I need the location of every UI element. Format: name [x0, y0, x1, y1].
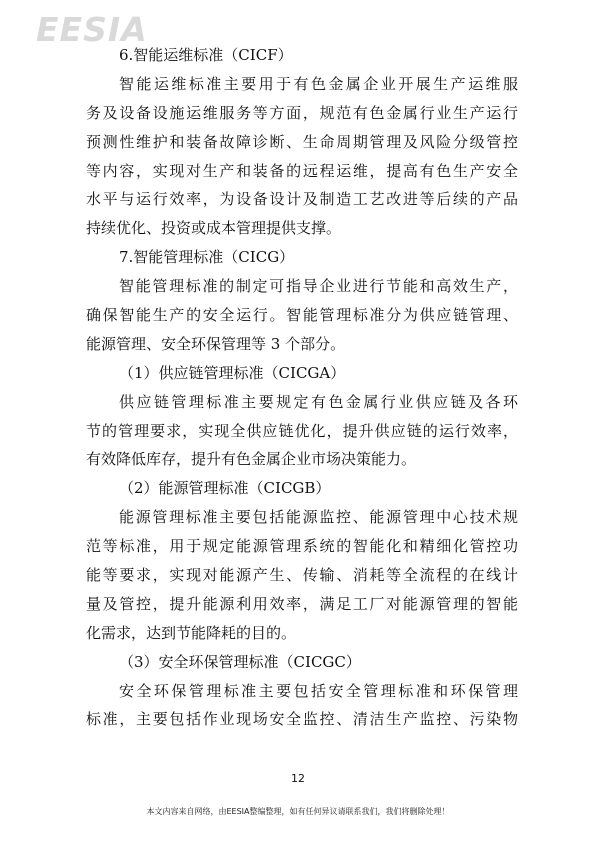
footer-disclaimer: 本文内容来自网络，由EESIA整编整理，如有任何异议请联系我们，我们将删除处理！	[146, 807, 450, 816]
section-heading: 6.智能运维标准（CICF）	[119, 46, 293, 64]
body-text-line: 确保智能生产的安全运行。智能管理标准分为供应链管理、	[86, 306, 518, 325]
body-text-line: 能源管理、安全环保管理等 3 个部分。	[86, 334, 346, 353]
body-text-line: 范等标准，用于规定能源管理系统的智能化和精细化管控功	[86, 537, 518, 556]
body-text-line: 标准，主要包括作业现场安全监控、清洁生产监控、污染物	[86, 710, 518, 729]
body-text-line: 能等要求，实现对能源产生、传输、消耗等全流程的在线计	[86, 566, 518, 585]
section-heading: 7.智能管理标准（CICG）	[119, 248, 295, 267]
eesia-logo: EESIA	[36, 10, 148, 49]
section-heading: （2）能源管理标准（CICGB）	[119, 479, 331, 498]
body-text-line: 化需求，达到节能降耗的目的。	[86, 623, 297, 642]
body-text-line: 预测性维护和装备故障诊断、生命周期管理及风险分级管控	[86, 132, 518, 151]
page-number: 12	[291, 772, 305, 785]
section-heading: （3）安全环保管理标准（CICGC）	[119, 652, 361, 671]
body-text-line: 安全环保管理标准主要包括安全管理标准和环保管理	[119, 681, 518, 700]
body-text-line: 务及设备设施运维服务等方面，规范有色金属行业生产运行	[86, 103, 518, 122]
body-text-line: 量及管控，提升能源利用效率，满足工厂对能源管理的智能	[86, 594, 518, 613]
section-heading: （1）供应链管理标准（CICGA）	[119, 363, 346, 382]
body-text-line: 有效降低库存，提升有色金属企业市场决策能力。	[86, 450, 417, 469]
body-text-line: 节的管理要求，实现全供应链优化，提升供应链的运行效率，	[86, 421, 518, 440]
body-text-line: 水平与运行效率，为设备设计及制造工艺改进等后续的产品	[86, 190, 518, 209]
body-text-line: 智能运维标准主要用于有色金属企业开展生产运维服	[119, 74, 518, 93]
document-body	[86, 41, 518, 734]
body-text-line: 能源管理标准主要包括能源监控、能源管理中心技术规	[119, 508, 518, 527]
body-text-line: 等内容，实现对生产和装备的远程运维，提高有色生产安全	[86, 161, 518, 180]
body-text-line: 供应链管理标准主要规定有色金属行业供应链及各环	[119, 392, 518, 411]
body-text-line: 智能管理标准的制定可指导企业进行节能和高效生产，	[119, 277, 518, 296]
body-text-line: 持续优化、投资或成本管理提供支撑。	[86, 219, 342, 238]
